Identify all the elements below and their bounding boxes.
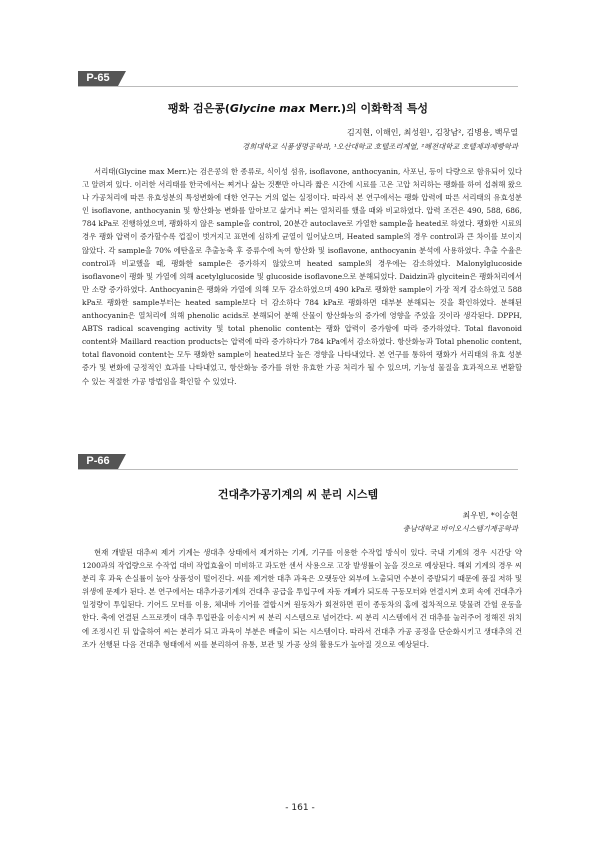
affiliation: 충남대학교 바이오시스템기계공학과	[402, 524, 518, 533]
abstract-id-badge: P-66	[78, 454, 118, 469]
abstract-body: 현재 개발된 대추씨 제거 기계는 생대추 상태에서 제거하는 기계, 기구를 이용한 수작업 방식이 있다. 국내 기계의 경우 시간당 약1200과의 작업량으로 수작업 대비 작업효율이 미비하고 과도한 센서 사용으로 고장 발생률이 높을 것으로 예상된다. 해외 기계의 경우 씨 분리 후 과육 손실률이 높아 상품성이 떨어진다. 씨를 제거한 대추 과육은 오랫동안 외부에 노출되면 수분이 증발되기 때문에 품질 저하 및 위생에 문제가 된다. 본 연구에서는 대추가공기계의 건대추 공급을 투입구에 자동 개폐가 되도록 구동모터와 연결시켜 호퍼 속에 건대추가 일정량이 투입된다. 기어드 모터를 이용, 체내바 기어를 결합시켜 원동차가 회전하면 핀이 종동차의 홈에 접차적으로 맞물려 간헐 운동을 한다. 축에 연결된 스프로켓이 대추 투입판을 이송시켜 씨 분리 시스템으로 넘어간다. 씨 분리 시스템에서 건 대추를 눌러주어 정해진 위치에 조정시킨 뒤 압출하여 씨는 분리가 되고 과육이 부분은 배출이 되는 시스템이다. 따라서 건대추 가공 공정을 단순화시키고 생대추의 건조가 선행된 다음 건대추 형태에서 씨를 분리하여 유통, 보관 및 가공 상의 활용도가 높아질 것으로 예상된다.	[82, 548, 522, 649]
author-list: 최우빈, *이승현	[462, 511, 518, 520]
affiliation: 경희대학교 식품생명공학과, ¹오산대학교 호텔조리계열, ²혜전대학교 호텔제과제빵학과	[242, 142, 518, 151]
page-number: - 161 -	[285, 803, 315, 813]
section-divider	[78, 469, 518, 470]
abstract-id-badge: P-65	[78, 71, 118, 86]
abstract-title: 건대추가공기계의 씨 분리 시스템	[217, 488, 379, 501]
abstract-body: 서리태(Glycine max Merr.)는 검은콩의 한 종류로, 식이성 섬유, isoflavone, anthocyanin, 사포닌, 등이 다량으로 함유되어 있다고 알려져 있다. 이러한 서리태를 한국에서는 쪄거나 삶는 것뿐만 아니라 짧은 시간에 시료를 고온 고압 처리하는 팽화를 하여 섭취해 왔으나 가공처리에 따른 유효성분의 특성변화에 대한 연구는 거의 없는 실정이다. 따라서 본 연구에서는 팽화 압력에 따른 서리태의 유효성분인 isoflavone, anthocyanin 및 항산화능 변화를 알아보고 삶거나 쪄는 열처리를 했을 때와 비교하였다. 압력 조건은 490, 588, 686, 784 kPa로 진행하였으며, 팽화하지 않은 sample을 control, 20분간 autoclave로 가열한 sample을 heated로 하였다. 팽화한 시료의 경우 팽화 압력이 증가할수록 껍질이 벗겨지고 표면에 심하게 균열이 일어났으며, Heated sample의 경우 control과 큰 차이를 보이지 않았다. 각 sample을 70% 에탄올로 추출농축 후 증류수에 녹여 항산화 및 isoflavone, anthocyanin 분석에 사용하였다. 추출 수율은 control과 비교했을 때, 팽화한 sample은 증가하지 않았으며 heated sample의 경우에는 감소하였다. Malonylglucoside isoflavone이 팽화 및 가열에 의해 acetylglucoside 및 glucoside isoflavone으로 분해되었다. Daidzin과 glycitein은 팽화처리에서만 소량 증가하였다. Anthocyanin은 팽화와 가열에 의해 모두 감소하였으며 490 kPa로 팽화한 sample이 가장 적게 감소하였고 588 kPa로 팽화한 sample부터는 heated sample보다 더 감소하다 784 kPa로 팽화하면 대부분 분해되는 것을 확인하였다. 분해된 anthocyanin은 열처리에 의해 phenolic acids로 분해되어 분해 산물이 항산화능의 증가에 영향을 주었을 것이라 생각된다. DPPH, ABTS radical scavenging activity 및 total phenolic content는 팽화 압력이 증가함에 따라 증가하였다. Total flavonoid content와 Maillard reaction products는 압력에 따라 증가하다가 784 kPa에서 감소하였다. 항산화능과 Total phenolic content, total flavonoid content는 모두 팽화한 sample이 heated보다 높은 경향을 나타내었다. 본 연구를 통하여 팽화가 서리태의 유효 성분 증가 및 변화에 긍정적인 효과를 나타내었고, 항산화능 증가를 위한 유효한 가공 처리가 될 수 있으며, 기능성 물질을 효과적으로 변환할 수 있는 적절한 가공 방법임을 확인할 수 있었다.	[82, 167, 522, 386]
author-list: 김지현, 이해인, 최성원¹, 김창남², 김병용, 백무열	[347, 128, 518, 137]
abstract-title: 팽화 검은콩(Glycine max Merr.)의 이화학적 특성	[167, 102, 429, 115]
section-divider	[78, 86, 518, 87]
